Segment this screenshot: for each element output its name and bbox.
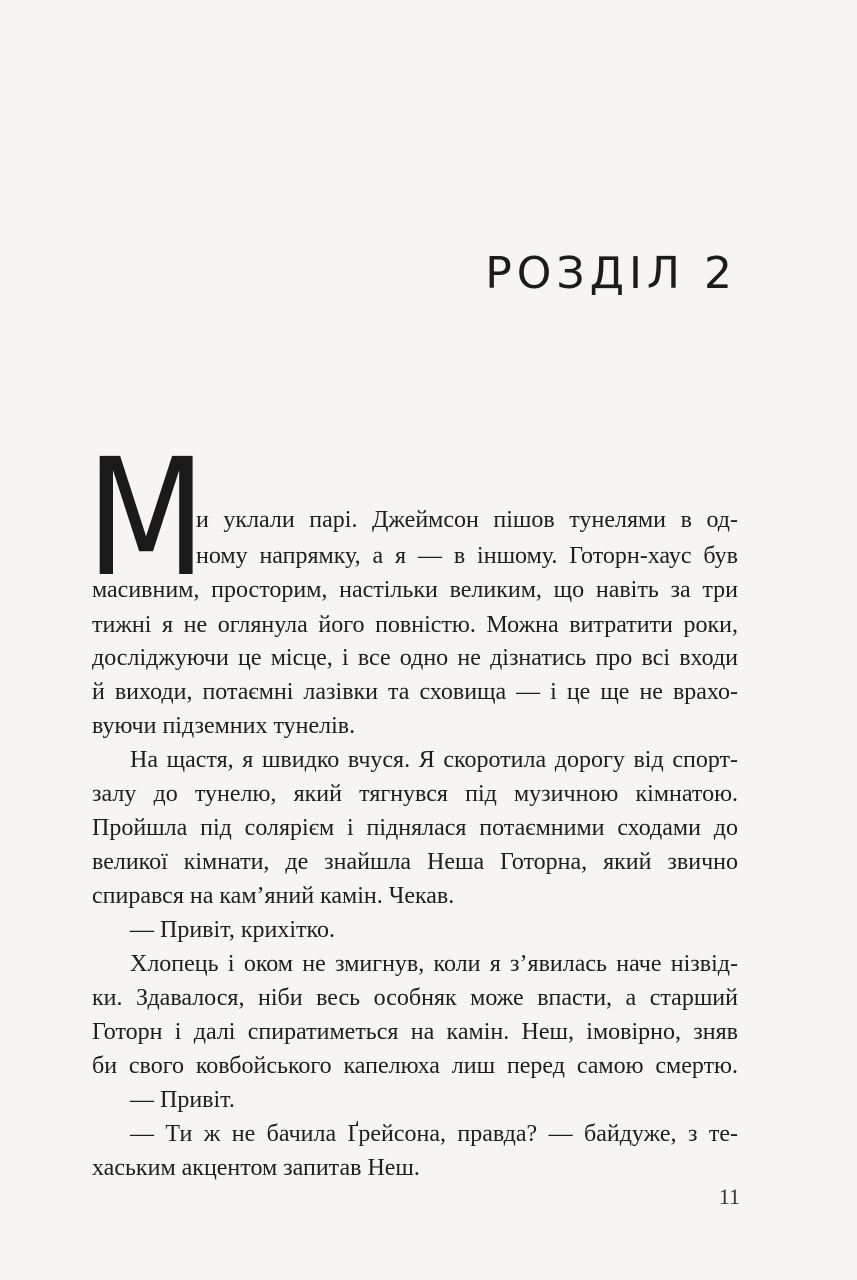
chapter-title: РОЗДІЛ 2	[485, 248, 737, 299]
text-line: масивним, просторим, настільки великим, що навіть за три	[92, 577, 738, 603]
text-line: ному напрямку, а я — в іншому. Готорн-хаус був	[196, 543, 738, 569]
text-line: ки. Здавалося, ніби весь особняк може впасти, а старший	[92, 985, 738, 1011]
text-line: — Ти ж не бачила Ґрейсона, правда? — байдуже, з те-	[130, 1121, 738, 1147]
text-line: тижні я не оглянула його повністю. Можна витратити роки,	[92, 612, 738, 638]
text-line: спирався на кам’яний камін. Чекав.	[92, 883, 455, 909]
text-line: великої кімнати, де знайшла Неша Готорна, який звично	[92, 849, 738, 875]
text-line: На щастя, я швидко вчуся. Я скоротила дорогу від спорт-	[130, 747, 738, 773]
text-line: — Привіт, крихітко.	[130, 917, 335, 943]
text-line: вуючи підземних тунелів.	[92, 713, 356, 739]
text-line: Хлопець і оком не змигнув, коли я з’явилась наче нізвід-	[130, 951, 738, 977]
text-line: Пройшла під солярієм і піднялася потаємними сходами до	[92, 815, 738, 841]
text-line: Готорн і далі спиратиметься на камін. Неш, імовірно, зняв	[92, 1019, 738, 1045]
text-line: — Привіт.	[130, 1087, 235, 1113]
text-line: залу до тунелю, який тягнувся під музичною кімнатою.	[92, 781, 738, 807]
text-line: би свого ковбойського капелюха лиш перед самою смертю.	[92, 1053, 738, 1079]
page-number: 11	[718, 1184, 740, 1209]
drop-cap: М	[86, 425, 207, 613]
text-line: и уклали парі. Джеймсон пішов тунелями в од-	[196, 507, 738, 533]
text-line: хаським акцентом запитав Неш.	[92, 1155, 420, 1181]
text-line: й виходи, потаємні лазівки та сховища — і це ще не врахо-	[92, 679, 738, 705]
text-line: досліджуючи це місце, і все одно не дізнатись про всі входи	[92, 645, 738, 671]
